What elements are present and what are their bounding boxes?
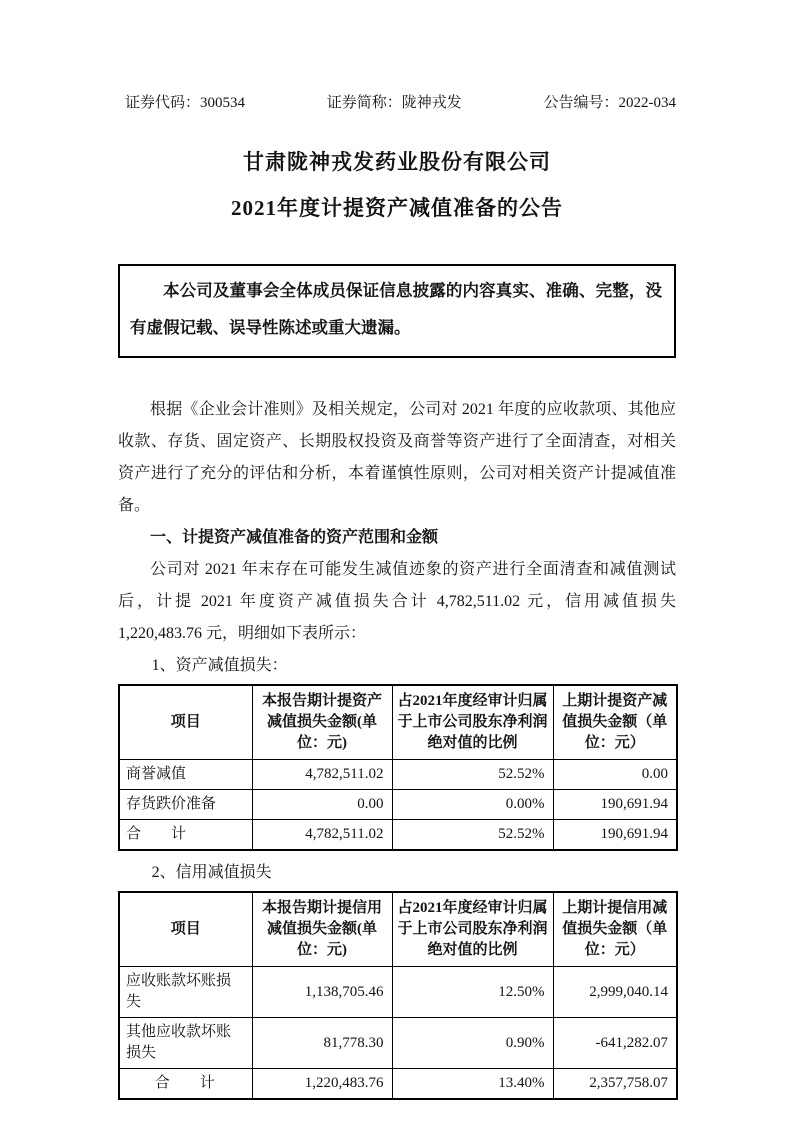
table-row-total bbox=[119, 820, 677, 851]
stock-name-text: 证券简称：陇神戎发 bbox=[326, 95, 462, 111]
cell-item: 合 计 bbox=[119, 1069, 252, 1100]
cell-net-profit-ratio: 13.40% bbox=[392, 1069, 553, 1100]
cell-net-profit-ratio: 0.90% bbox=[392, 1018, 553, 1069]
cell-current-amount: 4,782,511.02 bbox=[252, 760, 392, 790]
table-row-goodwill-impairment bbox=[119, 760, 677, 790]
cell-item: 商誉减值 bbox=[119, 760, 252, 790]
disclaimer-text: 本公司及董事会全体成员保证信息披露的内容真实、准确、完整，没有虚假记载、误导性陈述或重大遗漏。 bbox=[130, 281, 662, 337]
header-cell-net-profit-ratio: 占2021年度经审计归属于上市公司股东净利润绝对值的比例 bbox=[392, 892, 553, 967]
cell-net-profit-ratio: 52.52% bbox=[392, 760, 553, 790]
cell-prior-amount: 2,357,758.07 bbox=[553, 1069, 677, 1100]
cell-prior-amount: 190,691.94 bbox=[553, 790, 677, 820]
cell-current-amount: 1,138,705.46 bbox=[252, 967, 392, 1018]
cell-net-profit-ratio: 12.50% bbox=[392, 967, 553, 1018]
credit-table-header-row bbox=[119, 892, 677, 967]
cell-current-amount: 1,220,483.76 bbox=[252, 1069, 392, 1100]
intro-paragraph: 根据《企业会计准则》及相关规定，公司对 2021 年度的应收款项、其他应收款、存货、固定资产、长期股权投资及商誉等资产进行了全面清查，对相关资产进行了充分的评估和分析，本着谨慎性原则，公司对相关资产计提减值准备。 bbox=[118, 401, 676, 514]
subsection-1-heading: 1、资产减值损失： bbox=[151, 657, 288, 674]
announcement-number-text: 公告编号：2022-034 bbox=[543, 95, 676, 111]
subsection-2-heading: 2、信用减值损失 bbox=[151, 864, 272, 881]
company-name-title: 甘肃陇神戎发药业股份有限公司 bbox=[243, 150, 551, 174]
table-row-inventory-writedown bbox=[119, 790, 677, 820]
table-row-accounts-receivable-baddebt bbox=[119, 967, 677, 1018]
announcement-title: 2021年度计提资产减值准备的公告 bbox=[231, 196, 563, 220]
credit-impairment-table bbox=[118, 891, 678, 1100]
header-cell-prior-amount: 上期计提资产减值损失金额（单位：元） bbox=[553, 685, 677, 760]
header-cell-item: 项目 bbox=[119, 892, 252, 967]
disclaimer-box bbox=[118, 264, 676, 358]
cell-current-amount: 4,782,511.02 bbox=[252, 820, 392, 851]
table-row-other-receivable-baddebt bbox=[119, 1018, 677, 1069]
cell-current-amount: 81,778.30 bbox=[252, 1018, 392, 1069]
cell-net-profit-ratio: 52.52% bbox=[392, 820, 553, 851]
section-1-heading: 一、计提资产减值准备的资产范围和金额 bbox=[150, 529, 439, 546]
cell-prior-amount: 190,691.94 bbox=[553, 820, 677, 851]
asset-impairment-table bbox=[118, 684, 678, 851]
doc-header bbox=[118, 92, 676, 114]
cell-item: 应收账款坏账损失 bbox=[119, 967, 252, 1018]
asset-table-header-row bbox=[119, 685, 677, 760]
cell-net-profit-ratio: 0.00% bbox=[392, 790, 553, 820]
table-row-total bbox=[119, 1069, 677, 1100]
header-cell-current-amount: 本报告期计提信用减值损失金额(单位：元) bbox=[252, 892, 392, 967]
cell-prior-amount: -641,282.07 bbox=[553, 1018, 677, 1069]
header-cell-current-amount: 本报告期计提资产减值损失金额(单位：元) bbox=[252, 685, 392, 760]
cell-prior-amount: 2,999,040.14 bbox=[553, 967, 677, 1018]
cell-item: 合 计 bbox=[119, 820, 252, 851]
section-1-paragraph: 公司对 2021 年末存在可能发生减值迹象的资产进行全面清查和减值测试后，计提 2021 年度资产减值损失合计 4,782,511.02 元，信用减值损失 1,220,483.76 元，明细如下表所示： bbox=[118, 561, 676, 642]
cell-item: 其他应收款坏账损失 bbox=[119, 1018, 252, 1069]
cell-current-amount: 0.00 bbox=[252, 790, 392, 820]
header-cell-prior-amount: 上期计提信用减值损失金额（单位：元） bbox=[553, 892, 677, 967]
cell-prior-amount: 0.00 bbox=[553, 760, 677, 790]
cell-item: 存货跌价准备 bbox=[119, 790, 252, 820]
stock-code-text: 证券代码：300534 bbox=[125, 95, 246, 111]
header-cell-net-profit-ratio: 占2021年度经审计归属于上市公司股东净利润绝对值的比例 bbox=[392, 685, 553, 760]
header-cell-item: 项目 bbox=[119, 685, 252, 760]
